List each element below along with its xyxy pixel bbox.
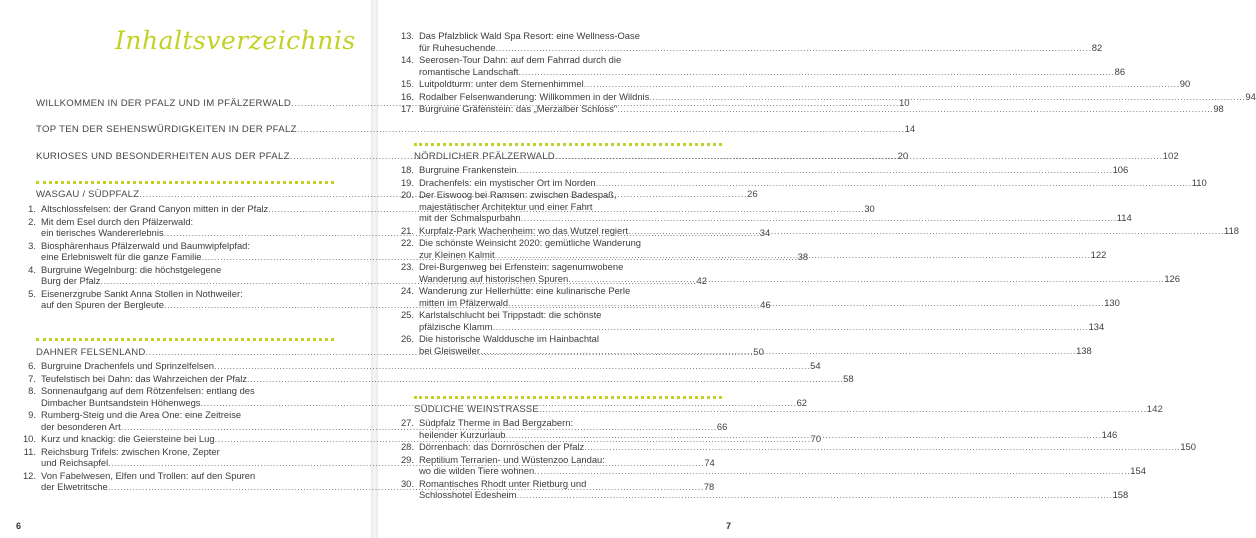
toc-item-title-line: Biosphärenhaus Pfälzerwald und Baumwipfelpfad:: [41, 239, 250, 251]
toc-item-number: 7.: [28, 372, 36, 384]
toc-item-number: 26.: [400, 333, 414, 344]
toc-item[interactable]: [390, 54, 1126, 77]
toc-item-number: 8.: [28, 385, 36, 396]
toc-item-title-line: Kurpfalz-Park Wachenheim: wo das Wutzel regiert: [419, 224, 628, 236]
toc-item-number: 11.: [23, 445, 36, 457]
toc-item-page: 154: [1130, 465, 1146, 476]
toc-item-title-line: Romantisches Rhodt unter Rietburg und: [419, 477, 587, 489]
toc-item-number: 14.: [400, 54, 414, 65]
toc-item-text: [419, 261, 1180, 284]
toc-item-page: 146: [1101, 428, 1118, 440]
toc-item-title-line: Burgruine Gräfenstein: das „Merzalber Schloss": [419, 103, 618, 114]
toc-item-title-line: Von Fabelwesen, Elfen und Trollen: auf den Spuren: [41, 469, 256, 481]
toc-item-text: [419, 78, 1190, 90]
toc-item-page: 42: [696, 275, 707, 286]
toc-item-number: 4.: [28, 263, 36, 275]
toc-item[interactable]: [12, 372, 854, 385]
toc-item-number: 19.: [400, 176, 414, 188]
toc-item-title-line: Burgruine Wegelnburg: die höchstgelegene: [41, 263, 222, 275]
toc-item[interactable]: [390, 78, 1191, 90]
toc-item-page: 54: [810, 360, 821, 371]
toc-item-title-line: bei Gleisweiler: [419, 344, 480, 356]
toc-item-number: 20.: [400, 189, 414, 200]
toc-item-text: [419, 103, 1224, 115]
toc-top-entry[interactable]: WILLKOMMEN IN DER PFALZ UND IM PFÄLZERWALD ..... 10: [36, 98, 336, 110]
toc-item-title-line: Reptilium Terrarien- und Wüstenzoo Landau:: [419, 453, 605, 465]
toc-item-title-line: der Elwetritsche: [41, 481, 108, 492]
toc-item-number: 12.: [22, 469, 36, 481]
toc-item-page: 150: [1180, 441, 1196, 452]
toc-item-number: 9.: [28, 409, 36, 420]
toc-item-text: [419, 441, 1196, 453]
toc-item-text: [419, 454, 1146, 477]
toc-item-text: [419, 417, 1117, 440]
toc-item-title-line: für Ruhesuchende: [419, 41, 496, 53]
toc-item-page: 58: [843, 372, 854, 384]
toc-item-number: 3.: [28, 239, 36, 251]
toc-item-title-line: ein tierisches Wandererlebnis: [41, 227, 164, 238]
toc-item-title-line: pfälzische Klamm: [419, 320, 493, 332]
toc-item-page: 138: [1076, 344, 1092, 356]
toc-item-page: 82: [1091, 41, 1103, 53]
toc-item-text: [419, 225, 1239, 237]
toc-item-text: [419, 164, 1128, 176]
toc-item-title-line: Die historische Walddusche im Hainbachtal: [419, 333, 599, 344]
toc-item-page: 106: [1112, 164, 1129, 175]
toc-item-page: 110: [1191, 176, 1207, 188]
section-heading-weinstrasse[interactable]: SÜDLICHE WEINSTRASSE ..... 142: [414, 404, 722, 416]
toc-item-page: 70: [810, 433, 822, 444]
toc-item-number: 5.: [28, 287, 36, 299]
toc-item-title-line: Sonnenaufgang auf dem Rötzenfelsen: entlang des: [41, 385, 255, 396]
toc-top-entry[interactable]: TOP TEN DER SEHENSWÜRDIGKEITEN IN DER PFALZ ..... 14: [36, 124, 336, 136]
toc-item-title-line: Altschlossfelsen: der Grand Canyon mitten in der Pfalz: [41, 203, 269, 214]
toc-item-title-line: Eisenerzgrube Sankt Anna Stollen in Nothweiler:: [41, 287, 243, 299]
toc-item-title-line: zur Kleinen Kalmit: [419, 248, 495, 260]
toc-item-number: 1.: [28, 203, 36, 214]
toc-item-text: [419, 91, 1256, 103]
toc-item-title-line: eine Erlebniswelt für die ganze Familie: [41, 251, 202, 262]
toc-item-title-line: Der Eiswoog bei Ramsen: zwischen Badespaß,: [419, 189, 617, 200]
toc-item-page: 66: [716, 420, 728, 432]
toc-item-title-line: wo die wilden Tiere wohnen: [419, 465, 535, 476]
toc-item-number: 25.: [400, 309, 414, 320]
toc-item-title-line: Mit dem Esel durch den Pfälzerwald:: [41, 215, 194, 227]
toc-item-page: 130: [1104, 296, 1120, 308]
toc-item-title-line: auf den Spuren der Bergleute: [41, 299, 165, 310]
toc-item[interactable]: [390, 333, 1092, 356]
toc-item-text: [419, 285, 1120, 308]
toc-item-page: 30: [864, 203, 875, 214]
section-heading-wasgau[interactable]: WASGAU / SÜDPFALZ ..... 26: [36, 189, 334, 201]
toc-item-text: [419, 30, 1102, 53]
toc-item-title-line: Burgruine Drachenfels und Sprinzelfelsen: [41, 360, 215, 371]
toc-top-entry[interactable]: KURIOSES UND BESONDERHEITEN AUS DER PFALZ ..... 20: [36, 151, 336, 163]
toc-item-number: 6.: [28, 360, 36, 371]
toc-item-title-line: Teufelstisch bei Dahn: das Wahrzeichen der Pfalz: [41, 372, 248, 384]
toc-item-number: 18.: [400, 164, 414, 175]
toc-item-number: 2.: [28, 215, 36, 227]
toc-item-title-line: Wanderung auf historischen Spuren: [419, 272, 569, 284]
toc-item-title-line: Dimbacher Buntsandstein Höhenwegs: [41, 396, 201, 408]
toc-item-number: 27.: [400, 417, 414, 428]
toc-item-page: 118: [1224, 224, 1239, 236]
toc-item[interactable]: [12, 385, 808, 408]
toc-item-title-line: Luitpoldturm: unter dem Sternenhimmel: [419, 78, 584, 89]
toc-item-page: 126: [1164, 272, 1180, 284]
toc-item-number: 15.: [400, 78, 414, 89]
toc-item-title-line: Burgruine Frankenstein: [419, 164, 517, 175]
toc-item[interactable]: [390, 309, 1105, 332]
toc-item-title-line: Karlstalschlucht bei Trippstadt: die schönste: [419, 309, 602, 320]
section-heading-noerdlicher[interactable]: NÖRDLICHER PFÄLZERWALD ..... 102: [414, 151, 722, 163]
toc-item-page: 46: [760, 299, 771, 310]
toc-item[interactable]: [390, 30, 1103, 53]
toc-item[interactable]: [390, 90, 1256, 103]
toc-item-title-line: Drei-Burgenweg bei Erfenstein: sagenumwobene: [419, 261, 624, 272]
toc-item-number: 23.: [400, 261, 414, 272]
toc-item-title-line: Rodalber Felsenwanderung: Willkommen in der Wildnis: [419, 90, 650, 102]
section-heading-dahner[interactable]: DAHNER FELSENLAND ..... 50: [36, 347, 334, 359]
toc-item-number: 24.: [400, 285, 414, 296]
toc-item-text: [419, 54, 1125, 77]
page-number: 7: [726, 521, 732, 531]
toc-item-title-line: Kurz und knackig: die Geiersteine bei Lug: [41, 433, 215, 444]
toc-item-title-line: und Reichsapfel: [41, 457, 109, 468]
toc-item[interactable]: [390, 176, 1207, 189]
toc-item-number: 29.: [400, 453, 414, 465]
toc-item-page: 86: [1114, 65, 1126, 77]
toc-item[interactable]: [390, 103, 1224, 115]
toc-item-page: 94: [1245, 90, 1256, 102]
toc-item-number: 10.: [22, 433, 36, 444]
toc-item-text: [419, 478, 1128, 501]
toc-item-title-line: Südpfalz Therme in Bad Bergzabern:: [419, 417, 574, 428]
toc-item-title-line: Schlosshotel Edesheim: [419, 489, 517, 500]
section-divider: [36, 181, 334, 184]
toc-item-text: [419, 189, 1132, 224]
toc-item-title-line: mit der Schmalspurbahn: [419, 212, 521, 223]
toc-title: Inhaltsverzeichnis: [115, 26, 356, 55]
toc-item-number: 28.: [400, 441, 414, 452]
toc-item-title-line: Rumberg-Steig und die Area One: eine Zeitreise: [41, 409, 242, 420]
toc-item-number: 21.: [400, 224, 414, 236]
toc-item-page: 78: [703, 481, 715, 492]
section-divider: [36, 338, 334, 341]
toc-item-title-line: der besonderen Art: [41, 420, 121, 432]
toc-item-number: 16.: [400, 90, 414, 102]
toc-item-number: 30.: [400, 477, 414, 489]
toc-item-number: 13.: [400, 30, 414, 41]
section-divider: [414, 396, 722, 399]
toc-item-title-line: Wanderung zur Hellerhütte: eine kulinarische Perle: [419, 285, 631, 296]
toc-item-title-line: Seerosen-Tour Dahn: auf dem Fahrrad durch die: [419, 54, 622, 65]
toc-item-title-line: Drachenfels: ein mystischer Ort im Norden: [419, 176, 596, 188]
toc-item[interactable]: [390, 477, 1129, 501]
toc-item[interactable]: [12, 360, 821, 372]
toc-item-number: 17.: [400, 103, 414, 114]
toc-item-page: 38: [797, 251, 809, 262]
toc-item-title-line: Dörrenbach: das Dornröschen der Pfalz: [419, 441, 585, 452]
toc-item-page: 114: [1116, 212, 1132, 223]
toc-item[interactable]: [390, 164, 1129, 176]
toc-item-number: 22.: [400, 237, 414, 248]
toc-item-title-line: Burg der Pfalz: [41, 275, 101, 286]
toc-item-page: 62: [796, 396, 808, 408]
toc-item-title-line: mitten im Pfälzerwald: [419, 296, 509, 308]
toc-item-text: [419, 177, 1207, 189]
toc-item-title-line: Reichsburg Trifels: zwischen Krone, Zepter: [41, 445, 220, 457]
toc-item-title-line: Das Pfalzblick Wald Spa Resort: eine Wellness-Oase: [419, 30, 640, 41]
toc-item[interactable]: [390, 453, 1146, 477]
toc-item-page: 34: [759, 227, 771, 238]
toc-item[interactable]: [390, 441, 1196, 453]
toc-item-page: 158: [1112, 489, 1129, 500]
toc-item-page: 134: [1088, 320, 1105, 332]
toc-item-title-line: Die schönste Weinsicht 2020: gemütliche Wanderung: [419, 237, 641, 248]
toc-item-page: 122: [1090, 248, 1107, 260]
toc-item[interactable]: [390, 261, 1180, 284]
toc-item-text: [419, 309, 1104, 332]
toc-item-text: [419, 237, 1106, 260]
toc-item-page: 98: [1213, 103, 1224, 114]
toc-item-title-line: heilender Kurzurlaub: [419, 428, 506, 440]
toc-item-title-line: romantische Landschaft: [419, 65, 519, 77]
toc-item-text: [419, 333, 1092, 356]
toc-item-title-line: majestätischer Architektur und einer Fahrt: [419, 200, 593, 212]
page-number: 6: [16, 521, 22, 531]
toc-item-page: 90: [1179, 78, 1191, 89]
toc-item-page: 74: [704, 457, 715, 468]
section-divider: [414, 143, 722, 146]
